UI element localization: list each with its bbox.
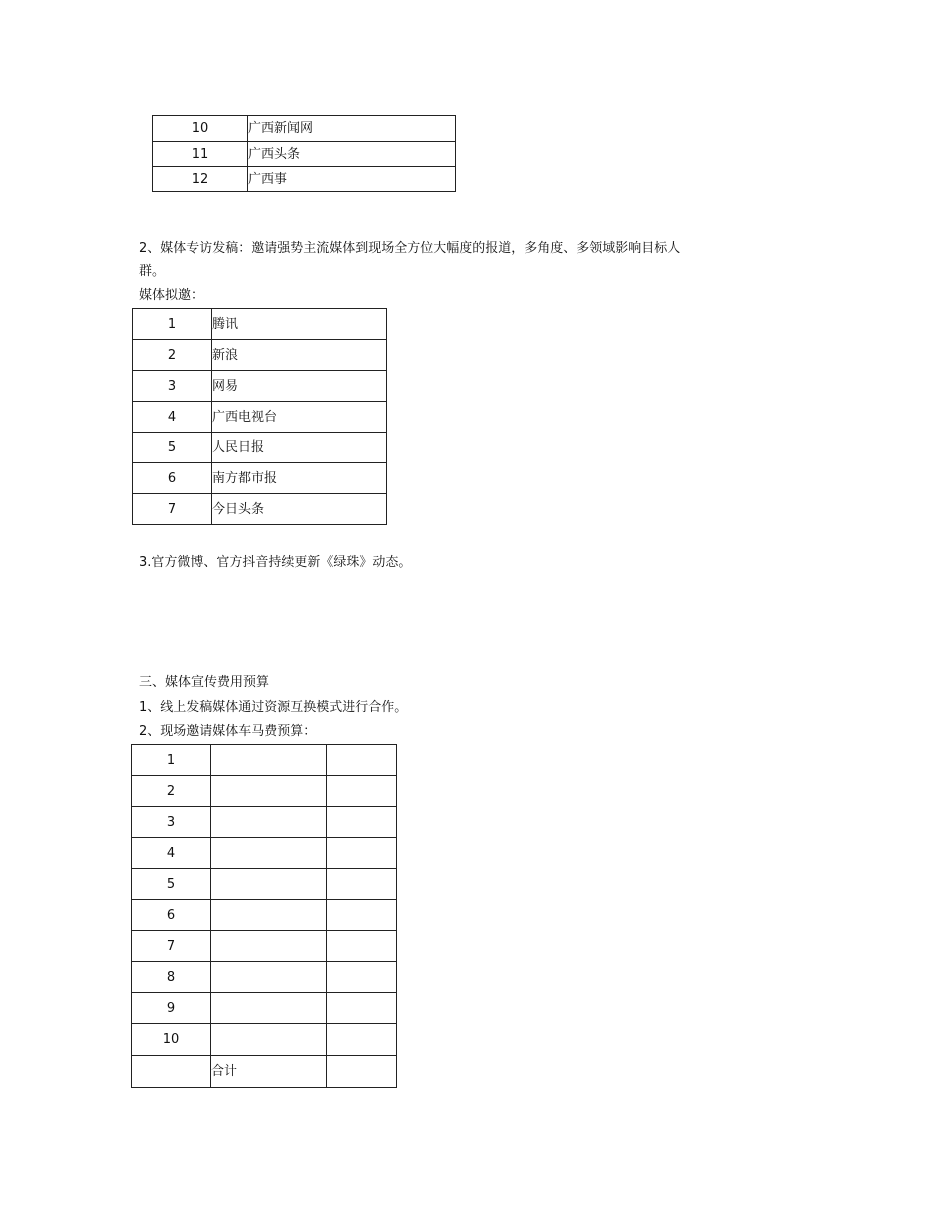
row-number: 11: [153, 142, 248, 167]
section2-line2: 群。: [139, 264, 166, 279]
row-number: 3: [133, 371, 212, 402]
row-number: 7: [133, 494, 212, 525]
budget-item: [211, 993, 327, 1024]
table-row: [132, 900, 397, 931]
media-invite-table: [132, 308, 387, 525]
media-invite-label: 媒体拟邀：: [139, 288, 205, 303]
budget-amount: [327, 993, 397, 1024]
table-row: [132, 745, 397, 776]
budget-amount: [327, 838, 397, 869]
row-number: 9: [132, 993, 211, 1024]
budget-amount: [327, 745, 397, 776]
table-row: [133, 463, 387, 494]
budget-item: [211, 807, 327, 838]
budget-table: [131, 744, 397, 1088]
budget-item: [211, 838, 327, 869]
table-row: [132, 931, 397, 962]
table-row: [153, 116, 456, 142]
table-row: [132, 993, 397, 1024]
budget-line1: 1、线上发稿媒体通过资源互换模式进行合作。: [139, 700, 408, 715]
table-row: [133, 309, 387, 340]
media-name: 腾讯: [212, 309, 387, 340]
budget-item: [211, 900, 327, 931]
budget-line2: 2、现场邀请媒体车马费预算：: [139, 724, 317, 739]
media-name: 新浪: [212, 340, 387, 371]
budget-item: [211, 1024, 327, 1056]
media-name: 今日头条: [212, 494, 387, 525]
table-row: [132, 962, 397, 993]
table-row: [133, 402, 387, 433]
table-row-total: [132, 1056, 397, 1088]
media-name: 广西事: [248, 167, 456, 192]
table-row: [133, 494, 387, 525]
budget-heading: 三、媒体宣传费用预算: [139, 675, 270, 690]
total-label: 合计: [211, 1056, 327, 1088]
table-row: [133, 433, 387, 463]
budget-amount: [327, 900, 397, 931]
budget-item: [211, 869, 327, 900]
row-number: 3: [132, 807, 211, 838]
table-row: [153, 167, 456, 192]
section2-line1: 2、媒体专访发稿：邀请强势主流媒体到现场全方位大幅度的报道，多角度、多领域影响目标人: [139, 241, 681, 256]
budget-amount: [327, 962, 397, 993]
row-number: 1: [132, 745, 211, 776]
row-number: 7: [132, 931, 211, 962]
row-number: 10: [153, 116, 248, 142]
table-row: [132, 1024, 397, 1056]
row-number: 1: [133, 309, 212, 340]
media-name: 网易: [212, 371, 387, 402]
budget-amount: [327, 776, 397, 807]
budget-item: [211, 745, 327, 776]
row-number: 10: [132, 1024, 211, 1056]
row-number: 12: [153, 167, 248, 192]
table-row: [132, 807, 397, 838]
table-row: [132, 869, 397, 900]
budget-item: [211, 931, 327, 962]
media-table-continued: [152, 115, 456, 192]
table-row: [133, 371, 387, 402]
total-amount: [327, 1056, 397, 1088]
budget-amount: [327, 807, 397, 838]
media-name: 广西电视台: [212, 402, 387, 433]
budget-amount: [327, 869, 397, 900]
table-row: [153, 142, 456, 167]
media-name: 人民日报: [212, 433, 387, 463]
budget-item: [211, 962, 327, 993]
section3-line: 3.官方微博、官方抖音持续更新《绿珠》动态。: [139, 555, 412, 570]
row-number: 5: [133, 433, 212, 463]
row-number: 2: [132, 776, 211, 807]
row-number: 4: [132, 838, 211, 869]
media-name: 南方都市报: [212, 463, 387, 494]
row-number: 8: [132, 962, 211, 993]
table-row: [132, 838, 397, 869]
row-number: 2: [133, 340, 212, 371]
budget-amount: [327, 931, 397, 962]
budget-item: [211, 776, 327, 807]
media-name: 广西头条: [248, 142, 456, 167]
row-number: 5: [132, 869, 211, 900]
row-number: 4: [133, 402, 212, 433]
budget-amount: [327, 1024, 397, 1056]
row-number: 6: [132, 900, 211, 931]
media-name: 广西新闻网: [248, 116, 456, 142]
table-row: [132, 776, 397, 807]
table-row: [133, 340, 387, 371]
row-number-empty: [132, 1056, 211, 1088]
row-number: 6: [133, 463, 212, 494]
